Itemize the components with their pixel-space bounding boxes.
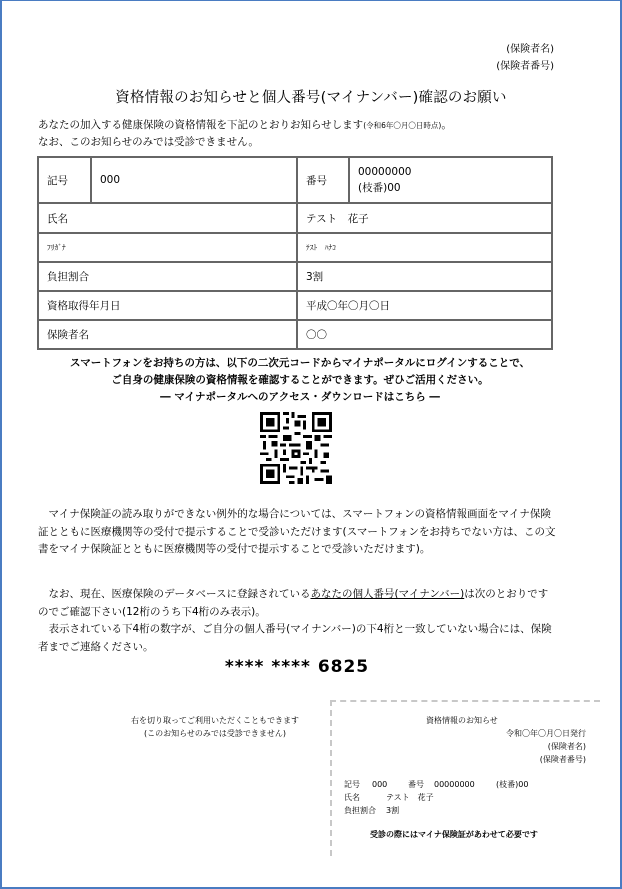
stub-symbol-value: 000 bbox=[372, 780, 388, 789]
cut-note bbox=[100, 714, 330, 740]
stub-notice: 受診の際にはマイナ保険証があわせて必要です bbox=[370, 830, 538, 839]
intro-line-1 bbox=[38, 117, 452, 134]
acquired-date-value: 平成〇年〇月〇日 bbox=[297, 291, 552, 320]
intro-line-2: なお、このお知らせのみでは受診できません。 bbox=[38, 136, 259, 148]
mynumber-text-before: なお、現在、医療保険のデータベースに登録されている bbox=[38, 588, 311, 600]
page-title: 資格情報のお知らせと個人番号(マイナンバー)確認のお願い bbox=[115, 90, 507, 106]
masked-digits: **** **** bbox=[224, 657, 311, 677]
exception-paragraph: マイナ保険証の読み取りができない例外的な場合については、スマートフォンの資格情報画面をマイナ保険証とともに医療機関等の受付で提示することで受診いただけます(スマートフォンをお持ちでない方は、この文書をマイナ保険証とともに医療機関等の受付で提示することで受診いただけます)。 bbox=[38, 508, 556, 555]
stub-number-label: 番号 bbox=[408, 780, 424, 789]
table-row bbox=[38, 320, 552, 349]
stub-burden-label: 負担割合 bbox=[344, 806, 376, 815]
symbol-value: 000 bbox=[91, 157, 297, 203]
insurer-number: (保険者番号) bbox=[496, 61, 554, 72]
qr-code-icon[interactable] bbox=[260, 412, 332, 484]
number-value: 00000000 bbox=[358, 166, 412, 178]
stub-insurer-name: (保険者名) bbox=[547, 742, 586, 751]
table-row-symbol-number bbox=[38, 157, 552, 203]
insurer-name-value: 〇〇 bbox=[297, 320, 552, 349]
table-row bbox=[38, 262, 552, 291]
branch-value: (枝番)00 bbox=[358, 182, 401, 194]
stub-number-value: 00000000 bbox=[434, 780, 475, 789]
cut-note-line-1: 右を切り取ってご利用いただくこともできます bbox=[131, 716, 299, 725]
burden-value: 3割 bbox=[297, 262, 552, 291]
mynumber-underlined: あなたの個人番号(マイナンバー) bbox=[310, 588, 465, 600]
last-four-digits: 6825 bbox=[317, 657, 370, 677]
stub-issued-date: 令和〇年〇月〇日発行 bbox=[506, 729, 586, 738]
qualification-table bbox=[37, 156, 553, 350]
mynumber-text-after: は次のとおりですのでご確認下さい(12桁のうち下4桁のみ表示)。 bbox=[38, 588, 549, 618]
cut-note-line-2: (このお知らせのみでは受診できません) bbox=[143, 729, 286, 738]
insurer-name: (保険者名) bbox=[506, 44, 554, 55]
table-row bbox=[38, 203, 552, 233]
symbol-label: 記号 bbox=[38, 157, 91, 203]
name-label: 氏名 bbox=[38, 203, 297, 233]
mynumber-paragraph bbox=[38, 586, 558, 621]
stub-branch-value: (枝番)00 bbox=[496, 780, 529, 789]
number-label: 番号 bbox=[297, 157, 349, 203]
masked-mynumber bbox=[0, 657, 594, 677]
furigana-value: ﾃｽﾄ ﾊﾅｺ bbox=[297, 233, 552, 262]
portal-line-1: スマートフォンをお持ちの方は、以下の二次元コードからマイナポータルにログインすることで、 bbox=[69, 357, 530, 369]
stub-title: 資格情報のお知らせ bbox=[426, 716, 498, 725]
number-cell bbox=[349, 157, 552, 203]
detachable-stub bbox=[330, 700, 600, 856]
stub-burden-value: 3割 bbox=[386, 806, 400, 815]
table-row bbox=[38, 233, 552, 262]
intro-main: あなたの加入する健康保険の資格情報を下記のとおりお知らせします bbox=[38, 119, 364, 131]
portal-line-3: ― マイナポータルへのアクセス・ダウンロードはこちら ― bbox=[160, 391, 440, 403]
furigana-label: ﾌﾘｶﾞﾅ bbox=[38, 233, 297, 262]
mismatch-paragraph: 表示されている下4桁の数字が、ご自分の個人番号(マイナンバー)の下4桁と一致していない場合には、保険者までご連絡ください。 bbox=[38, 623, 552, 653]
name-value: テスト 花子 bbox=[297, 203, 552, 233]
acquired-date-label: 資格取得年月日 bbox=[38, 291, 297, 320]
stub-name-value: テスト 花子 bbox=[386, 793, 434, 802]
stub-name-label: 氏名 bbox=[344, 793, 360, 802]
insurer-name-label: 保険者名 bbox=[38, 320, 297, 349]
intro-date-note: (令和6年〇月〇日時点) bbox=[363, 121, 442, 130]
burden-label: 負担割合 bbox=[38, 262, 297, 291]
intro-end: 。 bbox=[441, 119, 452, 131]
portal-line-2: ご自身の健康保険の資格情報を確認することができます。ぜひご活用ください。 bbox=[111, 374, 489, 386]
table-row bbox=[38, 291, 552, 320]
stub-symbol-label: 記号 bbox=[344, 780, 360, 789]
stub-insurer-number: (保険者番号) bbox=[539, 755, 586, 764]
